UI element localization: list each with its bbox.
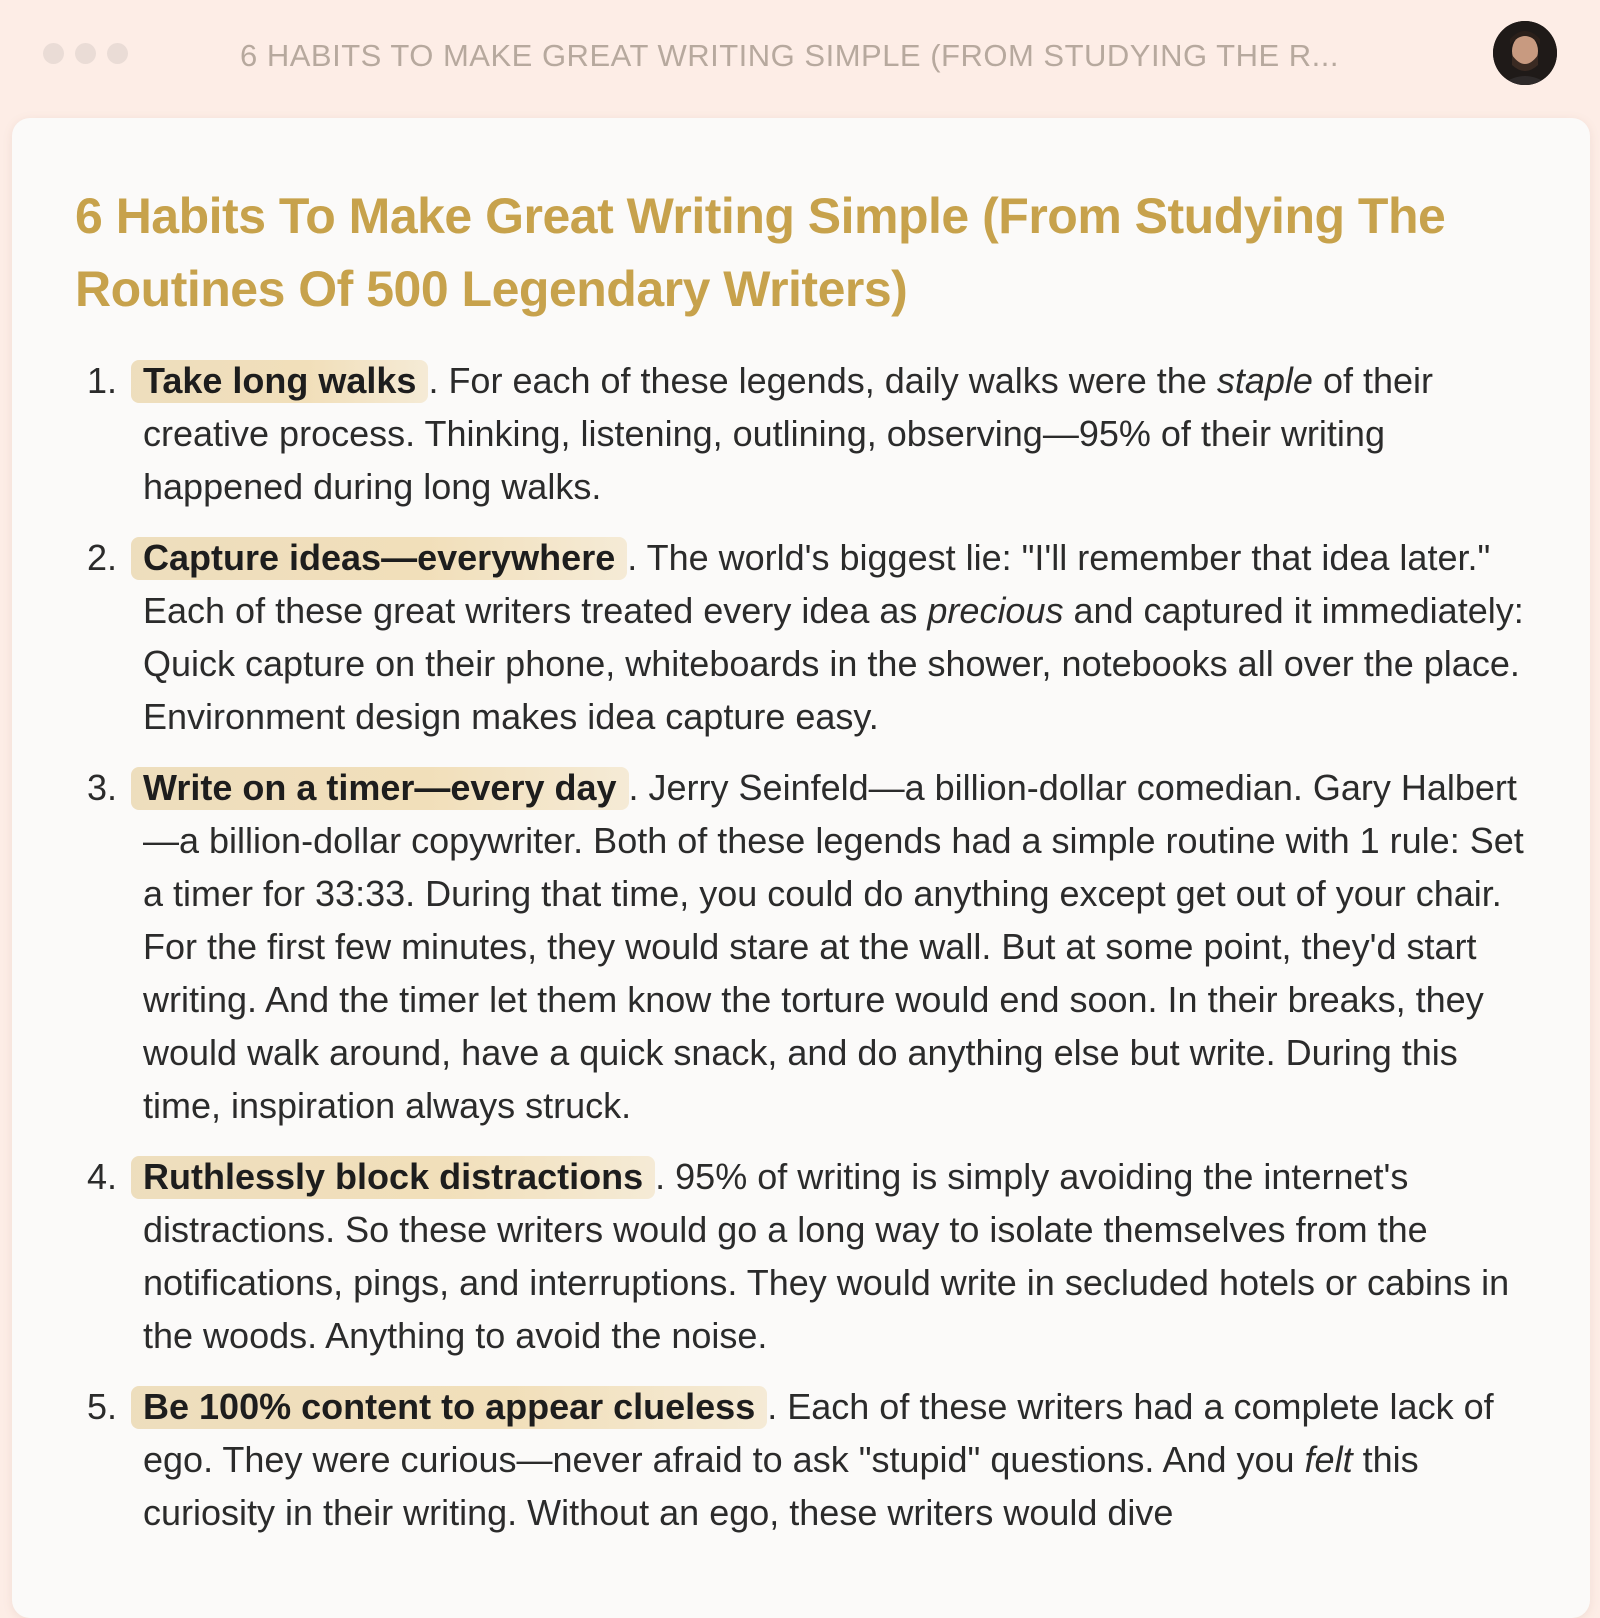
emphasis-text: staple: [1216, 360, 1313, 401]
habit-text: of their creative process. Thinking, listening, outlining, observing—95% of their writing happened during long walks.: [143, 360, 1433, 507]
item-number: 3.: [87, 767, 118, 808]
list-item: [87, 354, 1527, 513]
close-dot[interactable]: [43, 43, 64, 64]
emphasis-text: felt: [1304, 1439, 1353, 1480]
item-number: 5.: [87, 1386, 118, 1427]
list-item: [87, 761, 1527, 1132]
list-item: [87, 1380, 1527, 1539]
avatar-icon: [1493, 21, 1557, 85]
habit-text: this curiosity in their writing. Without an ego, these writers would dive: [143, 1439, 1419, 1533]
habit-heading: Capture ideas—everywhere: [131, 537, 627, 580]
habit-text: . For each of these legends, daily walks were the: [428, 360, 1217, 401]
item-number: 2.: [87, 537, 118, 578]
document-title: 6 Habits To Make Great Writing Simple (From Studying The Routines Of 500 Legendary Writers): [75, 188, 1446, 317]
item-number: 1.: [87, 360, 118, 401]
habit-text: and captured it immediately: Quick capture on their phone, whiteboards in the shower, notebooks all over the place. Environment design makes idea capture easy.: [143, 590, 1524, 737]
list-item: [87, 1150, 1527, 1362]
habit-text: . The world's biggest lie: "I'll remember that idea later." Each of these great writers treated every idea as: [143, 537, 1491, 631]
habit-heading: Write on a timer—every day: [131, 767, 629, 810]
avatar[interactable]: [1493, 21, 1557, 85]
zoom-dot[interactable]: [107, 43, 128, 64]
habit-text: . Each of these writers had a complete lack of ego. They were curious—never afraid to ask "stupid" questions. And you: [143, 1386, 1494, 1480]
habit-text: . Jerry Seinfeld—a billion-dollar comedian. Gary Halbert—a billion-dollar copywriter. Both of these legends had a simple routine with 1 rule: Set a timer for 33:33. During that time, you could do anything except get out of your chair. For the first few minutes, they would stare at the wall. But at some point, they'd start writing. And the timer let them know the torture would end soon. In their breaks, they would walk around, have a quick snack, and do anything else but write. During this time, inspiration always struck.: [143, 767, 1524, 1126]
document-card: [12, 118, 1590, 1618]
habit-heading: Take long walks: [131, 360, 428, 403]
title-bar: [0, 0, 1600, 116]
emphasis-text: precious: [927, 590, 1064, 631]
habits-list: [87, 354, 1527, 1557]
window-controls[interactable]: [43, 43, 128, 64]
habit-heading: Ruthlessly block distractions: [131, 1156, 655, 1199]
window-title: 6 HABITS TO MAKE GREAT WRITING SIMPLE (FROM STUDYING THE R...: [240, 38, 1339, 73]
list-item: [87, 531, 1527, 743]
minimize-dot[interactable]: [75, 43, 96, 64]
habit-heading: Be 100% content to appear clueless: [131, 1386, 767, 1429]
item-number: 4.: [87, 1156, 118, 1197]
habit-text: . 95% of writing is simply avoiding the internet's distractions. So these writers would go a long way to isolate themselves from the notifications, pings, and interruptions. They would write in secluded hotels or cabins in the woods. Anything to avoid the noise.: [143, 1156, 1510, 1356]
